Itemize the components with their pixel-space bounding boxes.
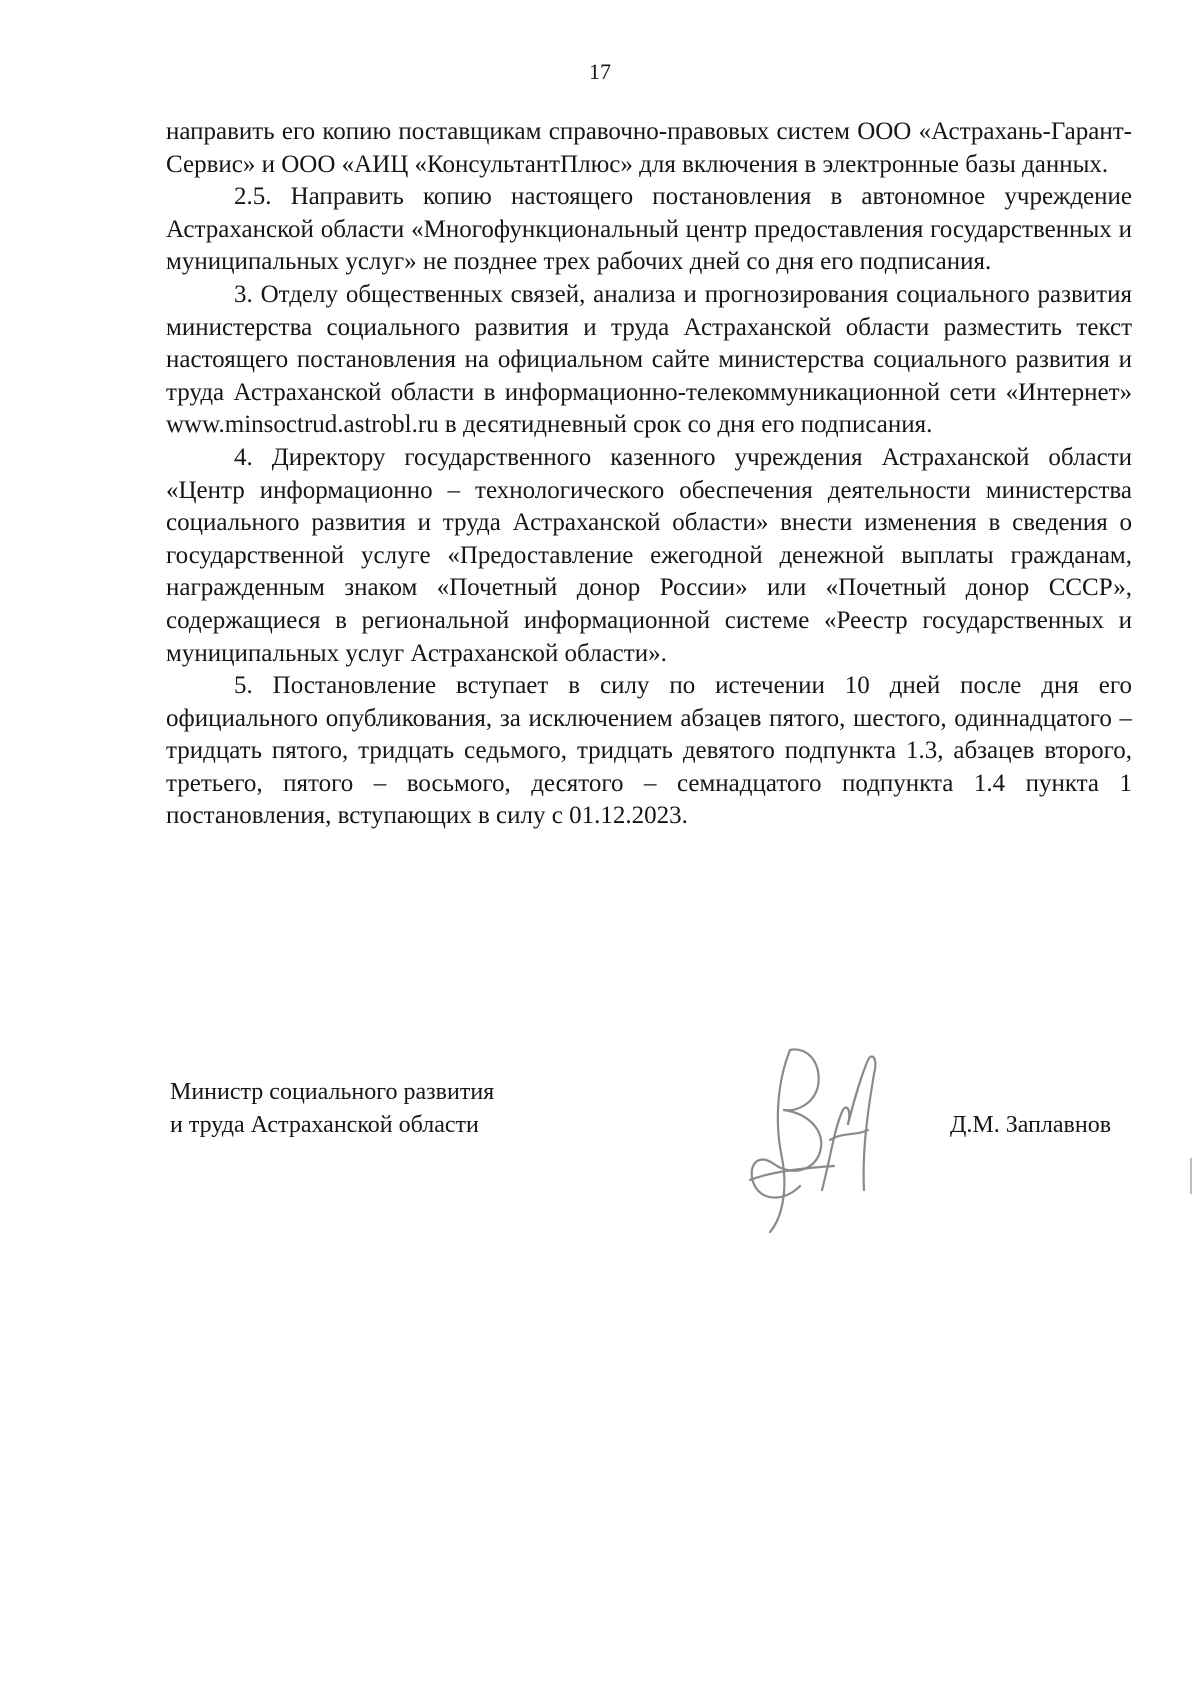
paragraph-4: 4. Директору государственного казенного учреждения Астраханской области «Центр информационно – технологического обеспечения деятельности министерства социального развития и труда Астраханской области» внести изменения в сведения о государственной услуге «Предоставление ежегодной денежной выплаты гражданам, награжденным знаком «Почетный донор России» или «Почетный донор СССР», содержащиеся в региональной информационной системе «Реестр государственных и муниципальных услуг Астраханской области».: [166, 443, 1132, 667]
handwritten-signature-icon: [730, 1040, 900, 1240]
position-line-2: и труда Астраханской области: [170, 1112, 479, 1138]
position-line-1: Министр социального развития: [170, 1079, 495, 1105]
signature-block: [170, 1076, 1150, 1236]
paragraph-2-5: 2.5. Направить копию настоящего постановления в автономное учреждение Астраханской области «Многофункциональный центр предоставления государственных и муниципальных услуг» не позднее трех рабочих дней со дня его подписания.: [166, 183, 1132, 276]
signatory-name: Д.М. Заплавнов: [950, 1112, 1112, 1138]
page-number: 17: [589, 59, 611, 84]
scan-edge-mark: [1190, 1158, 1192, 1194]
paragraph-5: 5. Постановление вступает в силу по истечении 10 дней после дня его официального опубликования, за исключением абзацев пятого, шестого, одиннадцатого – тридцать пятого, тридцать седьмого, тридцать девятого подпункта 1.3, абзацев второго, третьего, пятого – восьмого, десятого – семнадцатого подпункта 1.4 пункта 1 постановления, вступающих в силу с 01.12.2023.: [166, 672, 1132, 830]
paragraph-3: 3. Отделу общественных связей, анализа и прогнозирования социального развития министерства социального развития и труда Астраханской области разместить текст настоящего постановления на официальном сайте министерства социального развития и труда Астраханской области в информационно-телекоммуникационной сети «Интернет» www.minsoctrud.astrobl.ru в десятидневный срок со дня его подписания.: [166, 280, 1132, 439]
paragraph-continuation: направить его копию поставщикам справочно-правовых систем ООО «Астрахань-Гарант-Сервис» и ООО «АИЦ «КонсультантПлюс» для включения в электронные базы данных.: [166, 118, 1132, 178]
body-text: [166, 116, 1132, 833]
signatory-position: [170, 1076, 494, 1142]
